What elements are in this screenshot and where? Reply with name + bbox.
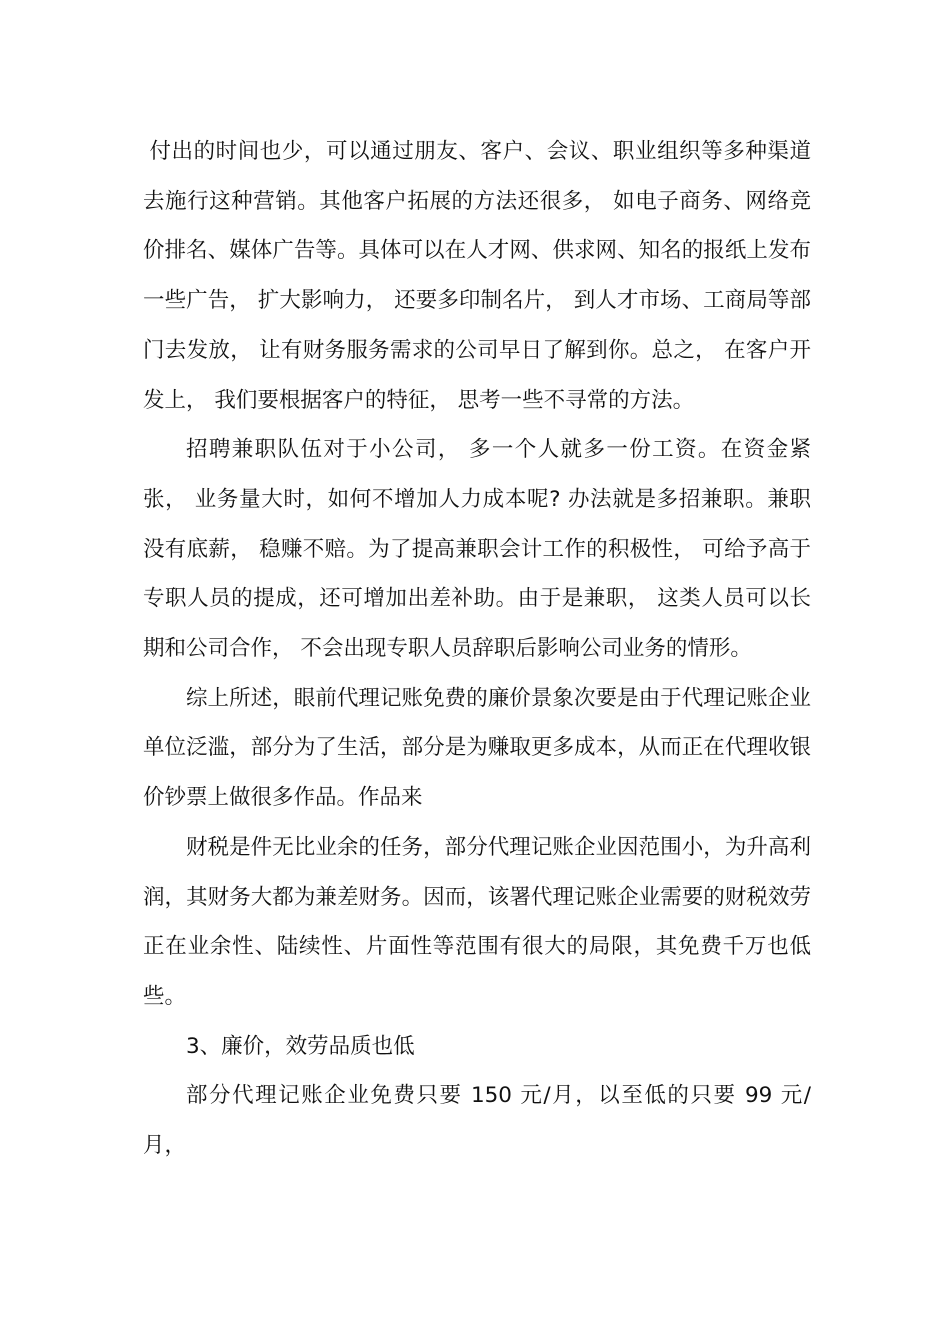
document-body bbox=[143, 127, 811, 1171]
paragraph-pricing: 部分代理记账企业免费只要 150 元/月，以至低的只要 99 元/月， bbox=[143, 1083, 811, 1159]
paragraph-client-marketing: 付出的时间也少，可以通过朋友、客户、会议、职业组织等多种渠道去施行这种营销。其他客户拓展的方法还很多， 如电子商务、网络竞价排名、媒体广告等。具体可以在人才网、供求网、知名的报纸上发布一些广告， 扩大影响力， 还要多印制名片， 到人才市场、工商局等部门去发放， 让有财务服务需求的公司早日了解到你。总之， 在客户开发上， 我们要根据客户的特征， 思考一些不寻常的方法。 bbox=[143, 139, 811, 413]
paragraph-part-time-staff: 招聘兼职队伍对于小公司， 多一个人就多一份工资。在资金紧张， 业务量大时，如何不增加人力成本呢? 办法就是多招兼职。兼职没有底薪， 稳赚不赔。为了提高兼职会计工作的积极性， 可给予高于专职人员的提成，还可增加出差补助。由于是兼职， 这类人员可以长期和公司合作， 不会出现专职人员辞职后影响公司业务的情形。 bbox=[143, 437, 811, 662]
paragraph-summary: 综上所述，眼前代理记账免费的廉价景象次要是由于代理记账企业单位泛滥，部分为了生活，部分是为赚取更多成本，从而正在代理收银价钞票上做很多作品。作品来 bbox=[143, 685, 811, 811]
section-heading-low-price: 3、廉价，效劳品质也低 bbox=[186, 1033, 415, 1059]
paragraph-tax-service: 财税是件无比业余的任务，部分代理记账企业因范围小，为升高利润，其财务大都为兼差财务。因而，该署代理记账企业需要的财税效劳正在业余性、陆续性、片面性等范围有很大的局限，其免费千万也低些。 bbox=[143, 834, 811, 1009]
